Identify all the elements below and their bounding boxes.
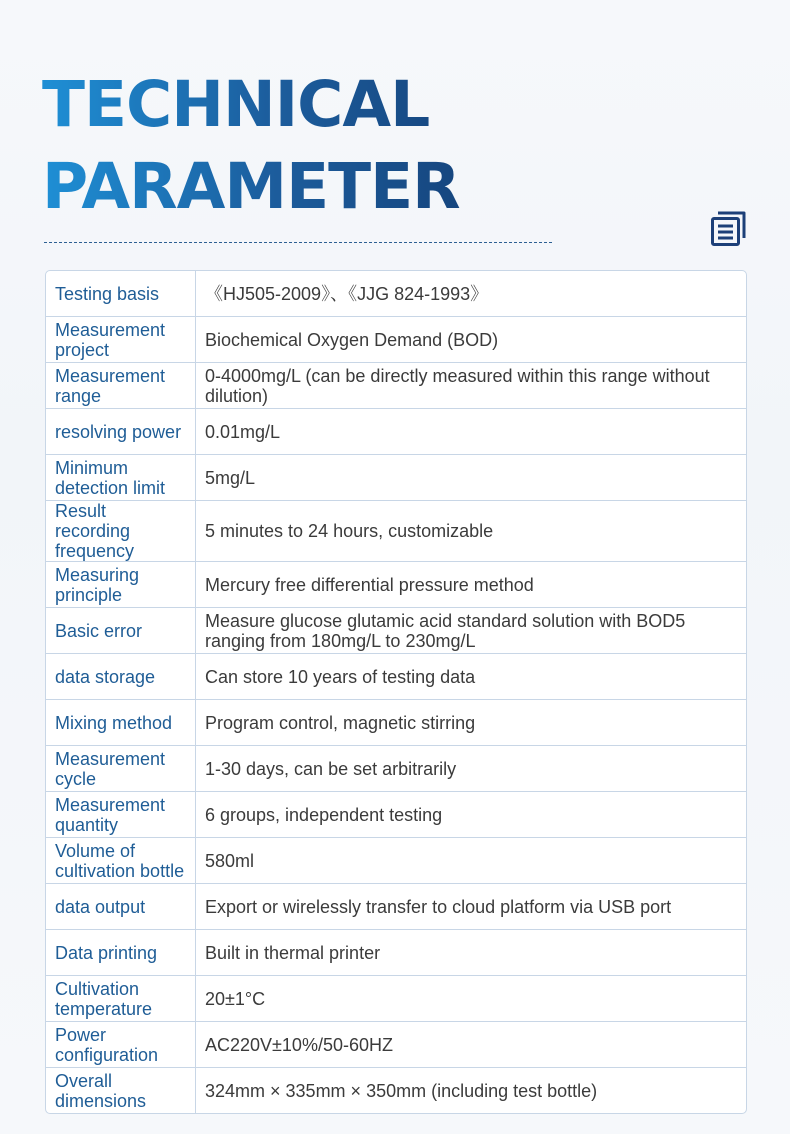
document-list-icon xyxy=(710,210,746,246)
parameter-label: Testing basis xyxy=(46,271,196,317)
parameter-value: Biochemical Oxygen Demand (BOD) xyxy=(196,317,747,363)
table-row xyxy=(46,363,746,409)
parameter-label: Basic error xyxy=(46,608,196,654)
table-row xyxy=(46,930,746,976)
parameter-label: Cultivation temperature xyxy=(46,976,196,1022)
parameter-value: Built in thermal printer xyxy=(196,930,747,976)
parameter-value: 0.01mg/L xyxy=(196,409,747,455)
table-row xyxy=(46,792,746,838)
table-row xyxy=(46,1022,746,1068)
parameter-value: 6 groups, independent testing xyxy=(196,792,747,838)
table-row xyxy=(46,562,746,608)
parameter-value: Can store 10 years of testing data xyxy=(196,654,747,700)
table-row xyxy=(46,838,746,884)
parameter-label: Overall dimensions xyxy=(46,1068,196,1114)
parameter-value: Measure glucose glutamic acid standard solution with BOD5 ranging from 180mg/L to 230mg/L xyxy=(196,608,747,654)
page-title-line-2: PARAMETER xyxy=(42,150,460,223)
table-row xyxy=(46,271,746,317)
page-title xyxy=(42,64,460,228)
table-row xyxy=(46,884,746,930)
parameter-label: Volume of cultivation bottle xyxy=(46,838,196,884)
parameter-value: 0-4000mg/L (can be directly measured within this range without dilution) xyxy=(196,363,747,409)
parameter-value: AC220V±10%/50-60HZ xyxy=(196,1022,747,1068)
page-title-line-1: TECHNICAL xyxy=(42,68,430,141)
parameter-label: Measurement quantity xyxy=(46,792,196,838)
title-divider xyxy=(44,242,552,243)
table-row xyxy=(46,501,746,562)
parameter-value: 324mm × 335mm × 350mm (including test bottle) xyxy=(205,1080,598,1101)
parameter-value: 1-30 days, can be set arbitrarily xyxy=(196,746,747,792)
parameter-value: Export or wirelessly transfer to cloud platform via USB port xyxy=(196,884,747,930)
parameter-label: data storage xyxy=(46,654,196,700)
parameter-label: resolving power xyxy=(46,409,196,455)
table-row xyxy=(46,455,746,501)
parameter-label: Measurement cycle xyxy=(46,746,196,792)
parameter-label: Minimum detection limit xyxy=(46,455,196,501)
parameter-value: 20±1°C xyxy=(196,976,747,1022)
parameter-label: Measuring principle xyxy=(46,562,196,608)
table-row xyxy=(46,746,746,792)
parameter-value: 5mg/L xyxy=(196,455,747,501)
parameter-label: data output xyxy=(46,884,196,930)
parameter-value: 5 minutes to 24 hours, customizable xyxy=(196,501,747,562)
table-row xyxy=(46,654,746,700)
parameter-table xyxy=(45,270,747,1114)
table-row xyxy=(46,1068,746,1114)
parameter-value: Mercury free differential pressure method xyxy=(196,562,747,608)
parameter-value: 580ml xyxy=(196,838,747,884)
parameter-label: Power configuration xyxy=(46,1022,196,1068)
parameter-label: Data printing xyxy=(46,930,196,976)
parameter-value: 《HJ505-2009》、《JJG 824-1993》 xyxy=(196,271,747,317)
table-row xyxy=(46,608,746,654)
parameter-label: Measurement range xyxy=(46,363,196,409)
table-row xyxy=(46,409,746,455)
parameter-label: Measurement project xyxy=(46,317,196,363)
parameter-label: Mixing method xyxy=(46,700,196,746)
table-row xyxy=(46,976,746,1022)
parameter-label: Result recording frequency xyxy=(46,501,196,562)
table-row xyxy=(46,317,746,363)
parameter-value: Program control, magnetic stirring xyxy=(196,700,747,746)
table-row xyxy=(46,700,746,746)
